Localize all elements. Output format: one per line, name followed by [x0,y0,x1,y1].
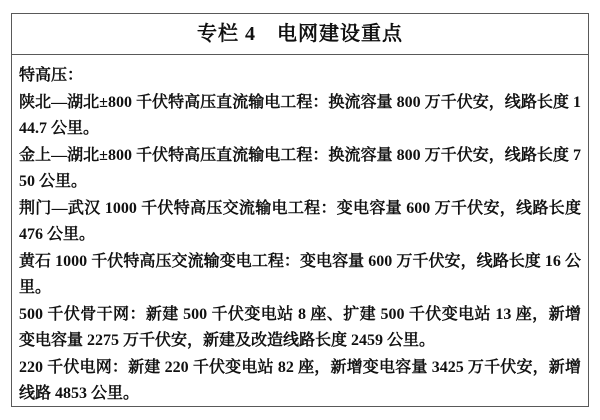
body-paragraph-shanbei-hubei: 陕北—湖北±800 千伏特高压直流输电工程：换流容量 800 万千伏安，线路长度 144.7 公里。 [19,93,581,137]
body-paragraph-jingmen-wuhan: 荆门—武汉 1000 千伏特高压交流输电工程：变电容量 600 万千伏安，线路长度 476 公里。 [19,199,581,243]
body-paragraph-jinshang-hubei: 金上—湖北±800 千伏特高压直流输电工程：换流容量 800 万千伏安，线路长度 750 公里。 [19,146,581,190]
body-paragraph-huangshi: 黄石 1000 千伏特高压交流输变电工程：变电容量 600 万千伏安，线路长度 16 公里。 [19,252,581,296]
column-body [12,55,588,406]
column-title: 专栏 4 电网建设重点 [12,14,588,55]
body-paragraph-500kv-backbone: 500 千伏骨干网：新建 500 千伏变电站 8 座、扩建 500 千伏变电站 13 座，新增变电容量 2275 万千伏安，新建及改造线路长度 2459 公里。 [19,305,581,349]
body-paragraph-220kv-grid: 220 千伏电网：新建 220 千伏变电站 82 座，新增变电容量 3425 万千伏安，新增线路 4853 公里。 [19,358,581,402]
body-paragraph-uhv-heading: 特高压： [19,67,84,84]
column-box [11,13,589,407]
